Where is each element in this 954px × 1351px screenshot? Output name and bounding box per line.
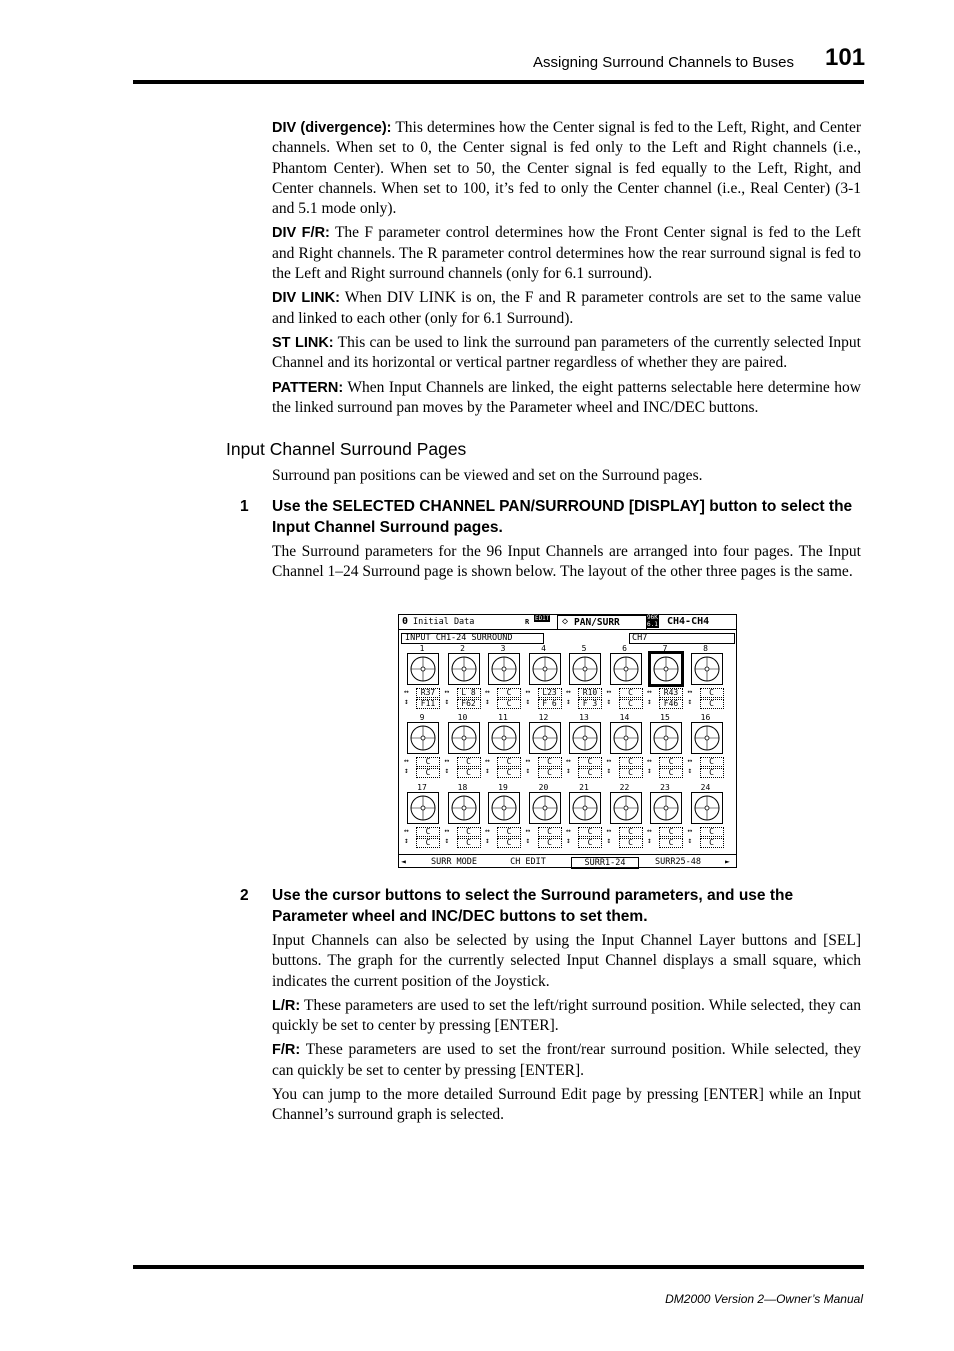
surround-graph[interactable] [407,792,439,824]
lr-arrow-icon: ↔ [444,687,450,696]
edit-badge: EDIT [535,615,550,622]
page-name: PAN/SURR [574,617,620,628]
fr-value[interactable]: C [700,768,724,778]
lr-arrow-icon: ↔ [485,687,490,696]
channel-number: 20 [538,783,549,792]
channel-number: 10 [457,713,468,722]
tab-surr-mode[interactable]: SURR MODE [430,857,478,867]
step-text: Use the cursor buttons to select the Surround parameters, and use the Parameter wheel and INC/DEC buttons to set them. [272,887,794,925]
channel-number: 14 [619,713,630,722]
lr-value[interactable]: C [659,757,683,767]
fr-value[interactable]: F11 [416,699,440,709]
footer-rule [133,1265,864,1269]
diamond-icon: ◇ [562,616,569,627]
lr-arrow-icon: ↔ [647,756,652,765]
lr-value[interactable]: C [659,827,683,837]
fr-value[interactable]: C [619,699,643,709]
fr-arrow-icon: ↕ [606,697,612,706]
lr-value[interactable]: C [497,827,521,837]
fr-value[interactable]: F 6 [538,699,562,709]
fr-value[interactable]: C [538,768,562,778]
lr-arrow-icon: ↔ [687,756,693,765]
channel-number: 23 [660,783,670,792]
channel-number: 6 [622,644,627,653]
tab-bar [399,854,736,867]
surround-graph[interactable] [488,722,520,754]
page-title: INPUT CH1-24 SURROUND [401,633,544,644]
lr-value[interactable]: C [457,827,481,837]
surround-graph[interactable] [529,722,561,754]
fr-arrow-icon: ↕ [485,697,490,706]
lr-arrow-icon: ↔ [404,756,409,765]
channel-number: 8 [703,644,708,653]
lr-value[interactable]: L 8 [457,688,481,698]
fr-value[interactable]: C [700,838,724,848]
step-number: 2 [240,887,249,904]
channel-number: 2 [460,644,465,653]
tab-surr25-48[interactable]: SURR25-48 [654,857,702,867]
surround-graph[interactable] [448,653,480,685]
fr-value[interactable]: C [416,838,440,848]
surround-graph[interactable] [610,653,642,685]
lr-value[interactable]: C [578,757,602,767]
fr-arrow-icon: ↕ [687,836,693,845]
channel-number: 5 [581,644,587,653]
lr-value[interactable]: L23 [538,688,562,698]
step-text: Use the SELECTED CHANNEL PAN/SURROUND [DISPLAY] button to select the Input Channel Surround pages. [272,498,853,536]
lr-arrow-icon: ↔ [687,687,693,696]
fr-value[interactable]: C [538,838,562,848]
channel-number: 18 [457,783,468,792]
channel-number: 7 [662,644,668,653]
fr-value[interactable]: C [619,768,643,778]
lr-arrow-icon: ↔ [525,756,531,765]
channel-number: 17 [417,783,427,792]
lr-value[interactable]: C [619,827,643,837]
param-pattern: PATTERN: When Input Channels are linked, the eight patterns selectable here determine how the linked surround pan moves by the Parameter wheel and INC/DEC buttons. [272,378,861,416]
fr-arrow-icon: ↕ [566,836,571,845]
fr-arrow-icon: ↕ [566,697,571,706]
fr-arrow-icon: ↕ [687,697,693,706]
scene-name: Initial Data [413,617,475,627]
lr-value[interactable]: C [538,757,562,767]
lr-value[interactable]: C [700,757,724,767]
fr-arrow-icon: ↕ [444,697,450,706]
fr-value[interactable]: F62 [457,699,481,709]
fr-value[interactable]: C [497,699,521,709]
surround-graph[interactable] [407,722,439,754]
lr-value[interactable]: R10 [578,688,602,698]
lr-arrow-icon: ↔ [647,687,652,696]
channel-number: 13 [579,713,589,722]
surround-graph[interactable] [610,792,642,824]
param-st-link: ST LINK: This can be used to link the surround pan parameters of the currently selected Input Channel and its horizontal or vertical partner regardless of whether they are paired. [272,333,861,372]
lr-value[interactable]: R43 [659,688,683,698]
lr-arrow-icon: ↔ [525,826,531,835]
tab-surr1-24[interactable]: SURR1-24 [571,857,639,869]
page-number: 101 [825,44,866,71]
channel-number: 12 [538,713,549,722]
lr-value[interactable]: C [700,827,724,837]
surround-graph[interactable] [691,722,723,754]
surround-graph[interactable] [691,792,723,824]
scroll-right-icon[interactable]: ► [725,857,730,866]
surround-graph[interactable] [407,653,439,685]
lr-value[interactable]: R37 [416,688,440,698]
surround-graph[interactable] [448,722,480,754]
fr-arrow-icon: ↕ [444,836,450,845]
surround-graph[interactable] [610,722,642,754]
fr-arrow-icon: ↕ [444,766,450,775]
footer-text: DM2000 Version 2—Owner’s Manual [665,1292,863,1306]
scene-number: 0 [402,616,409,627]
fr-arrow-icon: ↕ [525,836,531,845]
fs-badge: 96K 6.1 [647,614,658,628]
channel-number: 24 [700,783,711,792]
param-lr: L/R: These parameters are used to set the left/right surround position. While selected, they can quickly be set to center by pressing [ENTER]. [272,996,861,1035]
lr-value[interactable]: C [497,688,521,698]
fr-value[interactable]: C [619,838,643,848]
fr-value[interactable]: C [659,838,683,848]
lr-arrow-icon: ↔ [566,826,571,835]
lr-arrow-icon: ↔ [485,826,490,835]
selected-channel: CH7 [629,633,735,644]
lr-value[interactable]: C [578,827,602,837]
surround-graph[interactable] [569,722,601,754]
fr-arrow-icon: ↕ [647,697,652,706]
channel-range: CH4-CH4 [667,616,710,627]
header-rule [133,80,864,84]
fr-arrow-icon: ↕ [404,766,409,775]
surround-graph[interactable] [529,792,561,824]
fr-value[interactable]: C [497,838,521,848]
fr-arrow-icon: ↕ [525,697,531,706]
fr-arrow-icon: ↕ [485,766,490,775]
fr-value[interactable]: C [700,699,724,709]
lr-arrow-icon: ↔ [444,826,450,835]
parameter-list [272,118,861,422]
fr-arrow-icon: ↕ [404,697,409,706]
surround-graph[interactable] [529,653,561,685]
step-1-body: The Surround parameters for the 96 Input Channels are arranged into four pages. The Input Channel 1–24 Surround page is shown below. The layout of the other three pages is the same. [272,543,861,581]
fr-value[interactable]: F46 [659,699,683,709]
r-badge: R [525,618,530,626]
closing-text: You can jump to the more detailed Surround Edit page by pressing [ENTER] while an Input Channel’s surround graph is selected. [272,1086,861,1124]
fr-value[interactable]: C [416,768,440,778]
param-div: DIV (divergence): This determines how the Center signal is fed to the Left, Right, and Center channels. When set to 0, the Center signal is fed only to the Left and Right channels (i.e., Phantom Center). When set to 50, the Center signal is fed equally to the Left, Right, and Center channels. When set to 100, it’s fed to only the Center channel (i.e., Real Center) (3-1 and 5.1 mode only). [272,119,861,218]
lr-value[interactable]: C [619,688,643,698]
lr-value[interactable]: C [416,827,440,837]
channel-number: 9 [419,713,425,722]
fr-arrow-icon: ↕ [647,766,652,775]
lr-value[interactable]: C [416,757,440,767]
lr-value[interactable]: C [457,757,481,767]
lr-arrow-icon: ↔ [566,756,571,765]
channel-number: 16 [700,713,711,722]
channel-number: 1 [419,644,425,653]
channel-number: 3 [500,644,506,653]
surround-graph[interactable] [569,792,601,824]
lr-value[interactable]: C [497,757,521,767]
surround-screen [398,614,737,868]
lr-arrow-icon: ↔ [606,826,612,835]
lr-arrow-icon: ↔ [606,756,612,765]
param-div-fr: DIV F/R: The F parameter control determines how the Front Center signal is fed to the Left and Right channels. The R parameter control determines how the rear surround signal is fed to the Left and Right surround channels (only for 6.1 surround). [272,224,861,283]
fr-arrow-icon: ↕ [485,836,490,845]
param-fr: F/R: These parameters are used to set the front/rear surround position. While selected, they can quickly be set to center by pressing [ENTER]. [272,1041,861,1079]
intro-text: Surround pan positions can be viewed and set on the Surround pages. [272,467,703,484]
step-number: 1 [240,498,249,515]
fr-value[interactable]: C [497,768,521,778]
fr-arrow-icon: ↕ [606,766,612,775]
section-heading: Input Channel Surround Pages [226,439,467,459]
param-div-link: DIV LINK: When DIV LINK is on, the F and R parameter controls are set to the same value and linked to each other (only for 6.1 Surround). [272,289,861,327]
tab-ch-edit[interactable]: CH EDIT [510,857,546,867]
lr-value[interactable]: C [538,827,562,837]
fr-value[interactable]: F 3 [578,699,602,709]
channel-number: 11 [498,713,508,722]
lr-arrow-icon: ↔ [606,687,612,696]
lr-value[interactable]: C [700,688,724,698]
lr-arrow-icon: ↔ [525,687,531,696]
fr-arrow-icon: ↕ [404,836,409,845]
fr-value[interactable]: C [578,768,602,778]
channel-number: 19 [498,783,508,792]
lr-arrow-icon: ↔ [566,687,571,696]
fr-arrow-icon: ↕ [606,836,612,845]
lr-arrow-icon: ↔ [404,687,409,696]
fr-arrow-icon: ↕ [566,766,571,775]
surround-graph[interactable] [650,792,682,824]
step-2-body: Input Channels can also be selected by using the Input Channel Layer buttons and [SEL] buttons. The graph for the currently selected Input Channel displays a small square, which indicates the current position of the Joystick. L/R: These parameters are used to set the left/right surround position. While selected, they can quickly be set to center by pressing [ENTER]. F/R: These parameters are used to set the front/rear surround position. While selected, they can quickly be set to center by pressing [ENTER]. You can jump to the more detailed Surround Edit page by pressing [ENTER] while an Input Channel’s surround graph is selected. [272,931,861,1130]
channel-number: 15 [660,713,670,722]
fr-value[interactable]: C [457,838,481,848]
fr-value[interactable]: C [659,768,683,778]
fr-arrow-icon: ↕ [647,836,652,845]
channel-number: 22 [619,783,630,792]
channel-number: 21 [579,783,589,792]
lr-value[interactable]: C [619,757,643,767]
scroll-left-icon[interactable]: ◄ [401,857,406,866]
fr-value[interactable]: C [457,768,481,778]
lr-arrow-icon: ↔ [687,826,693,835]
surround-graph[interactable] [488,653,520,685]
lr-arrow-icon: ↔ [444,756,450,765]
fr-arrow-icon: ↕ [687,766,693,775]
surround-graph[interactable] [650,653,682,685]
surround-graph[interactable] [448,792,480,824]
section-title: Assigning Surround Channels to Buses [533,54,794,71]
surround-graph[interactable] [569,653,601,685]
surround-graph[interactable] [488,792,520,824]
surround-graph[interactable] [691,653,723,685]
lr-arrow-icon: ↔ [404,826,409,835]
channel-number: 4 [541,644,546,653]
lr-arrow-icon: ↔ [647,826,652,835]
lr-arrow-icon: ↔ [485,756,490,765]
fr-value[interactable]: C [578,838,602,848]
surround-graph[interactable] [650,722,682,754]
fr-arrow-icon: ↕ [525,766,531,775]
